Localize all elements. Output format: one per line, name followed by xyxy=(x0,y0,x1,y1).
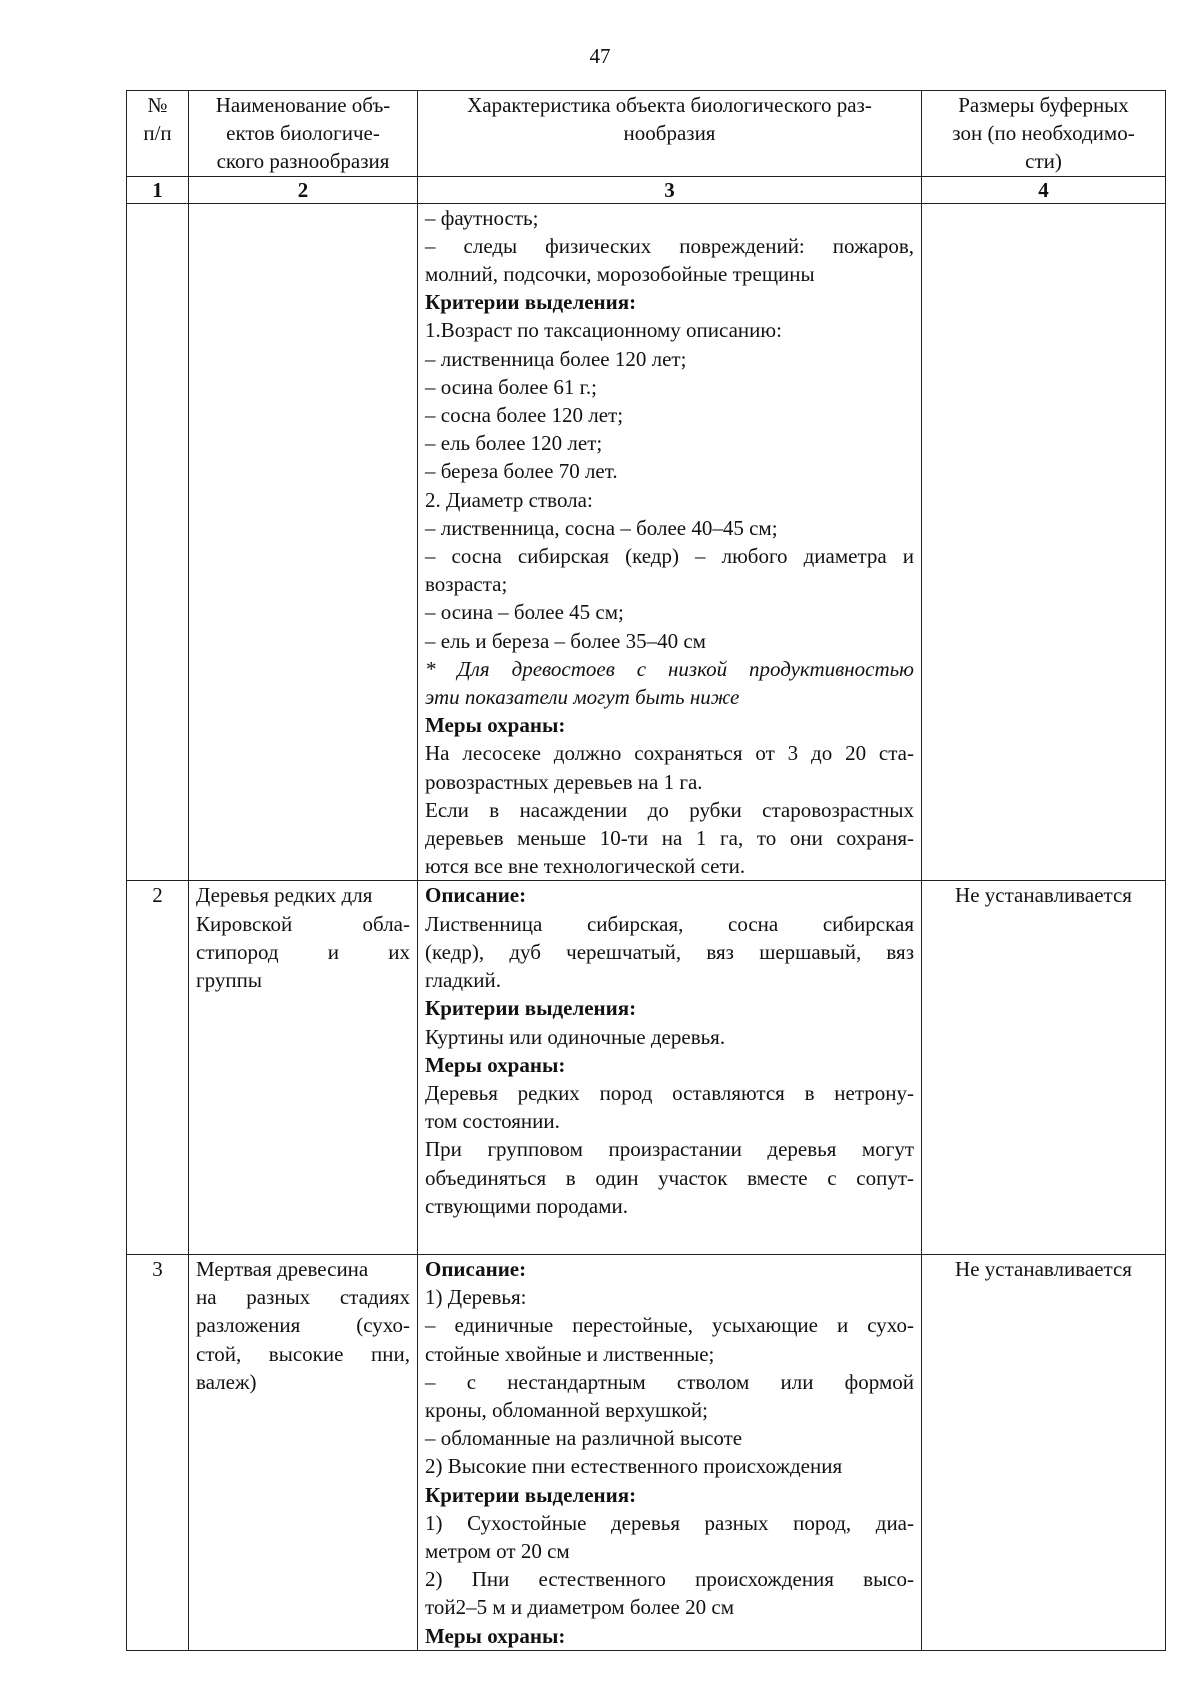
section-heading: Критерии выделения: xyxy=(425,996,637,1021)
section-heading: Описание: xyxy=(425,1256,527,1281)
object-name-cell: Деревья редких для Кировской обла- стипород и их группы xyxy=(189,881,418,1254)
header-characteristics: Характеристика объекта биологического раз- нообразия xyxy=(418,91,922,177)
table-row-3 xyxy=(127,1254,1166,1650)
buffer-zone-cell: Не устанавливается xyxy=(922,1254,1166,1650)
page-number: 47 xyxy=(589,44,611,68)
section-heading: Критерии выделения: xyxy=(425,1482,637,1507)
header-buffer-zones: Размеры буферных зон (по необходимо- сти) xyxy=(922,91,1166,177)
table-row-1-continued xyxy=(127,203,1166,881)
biodiversity-table xyxy=(126,90,1166,1651)
buffer-zone-cell xyxy=(922,203,1166,881)
characteristics-cell: Описание: Лиственница сибирская, сосна сибирская (кедр), дуб черешчатый, вяз шершавый, вяз гладкий. Критерии выделения: Куртины или одиночные деревья. Меры охраны: Деревья редких пород оставляются в нетрону- том состоянии. При групповом произрастании деревья могут объединяться в один участок вместе с сопут- ствующими породами. xyxy=(418,881,922,1254)
header-row xyxy=(127,91,1166,177)
column-number: 2 xyxy=(189,176,418,203)
column-number: 3 xyxy=(418,176,922,203)
row-number-cell: 3 xyxy=(127,1254,189,1650)
footnote: * Для древостоев с низкой продуктивностью xyxy=(425,656,914,681)
characteristics-cell: – фаутность; – следы физических повреждений: пожаров, молний, подсочки, морозобойные трещины Критерии выделения: 1.Возраст по таксационному описанию: – лиственница более 120 лет; – осина более 61 г.; – сосна более 120 лет; – ель более 120 лет; – береза более 70 лет. 2. Диаметр ствола: – лиственница, сосна – более 40–45 см; – сосна сибирская (кедр) – любого диаметра и возраста; – осина – более 45 см; – ель и береза – более 35–40 см * Для древостоев с низкой продуктивностью эти показатели могут быть ниже Меры охраны: На лесосеке должно сохраняться от 3 до 20 ста- ровозрастных деревьев на 1 га. Если в насаждении до рубки старовозрастных деревьев меньше 10-ти на 1 га, то они сохраня- ются все вне технологической сети. xyxy=(418,203,922,881)
column-number-row xyxy=(127,176,1166,203)
section-heading: Описание: xyxy=(425,883,527,908)
object-name-cell: Мертвая древесина на разных стадиях разложения (сухо- стой, высокие пни, валеж) xyxy=(189,1254,418,1650)
row-number-cell xyxy=(127,203,189,881)
section-heading: Меры охраны: xyxy=(425,713,566,738)
object-name-cell xyxy=(189,203,418,881)
footnote: эти показатели могут быть ниже xyxy=(425,685,740,710)
header-object-name: Наименование объ- ектов биологиче- ского разнообразия xyxy=(189,91,418,177)
characteristics-cell: Описание: 1) Деревья: – единичные перестойные, усыхающие и сухо- стойные хвойные и лиственные; – с нестандартным стволом или формой кроны, обломанной верхушкой; – обломанные на различной высоте 2) Высокие пни естественного происхождения Критерии выделения: 1) Сухостойные деревья разных пород, диа- метром от 20 см 2) Пни естественного происхождения высо- той2–5 м и диаметром более 20 см Меры охраны: xyxy=(418,1254,922,1650)
row-number-cell: 2 xyxy=(127,881,189,1254)
column-number: 1 xyxy=(127,176,189,203)
section-heading: Меры охраны: xyxy=(425,1052,566,1077)
buffer-zone-cell: Не устанавливается xyxy=(922,881,1166,1254)
table-row-2 xyxy=(127,881,1166,1254)
section-heading: Критерии выделения: xyxy=(425,290,637,315)
column-number: 4 xyxy=(922,176,1166,203)
section-heading: Меры охраны: xyxy=(425,1623,566,1648)
header-number: № п/п xyxy=(127,91,189,177)
